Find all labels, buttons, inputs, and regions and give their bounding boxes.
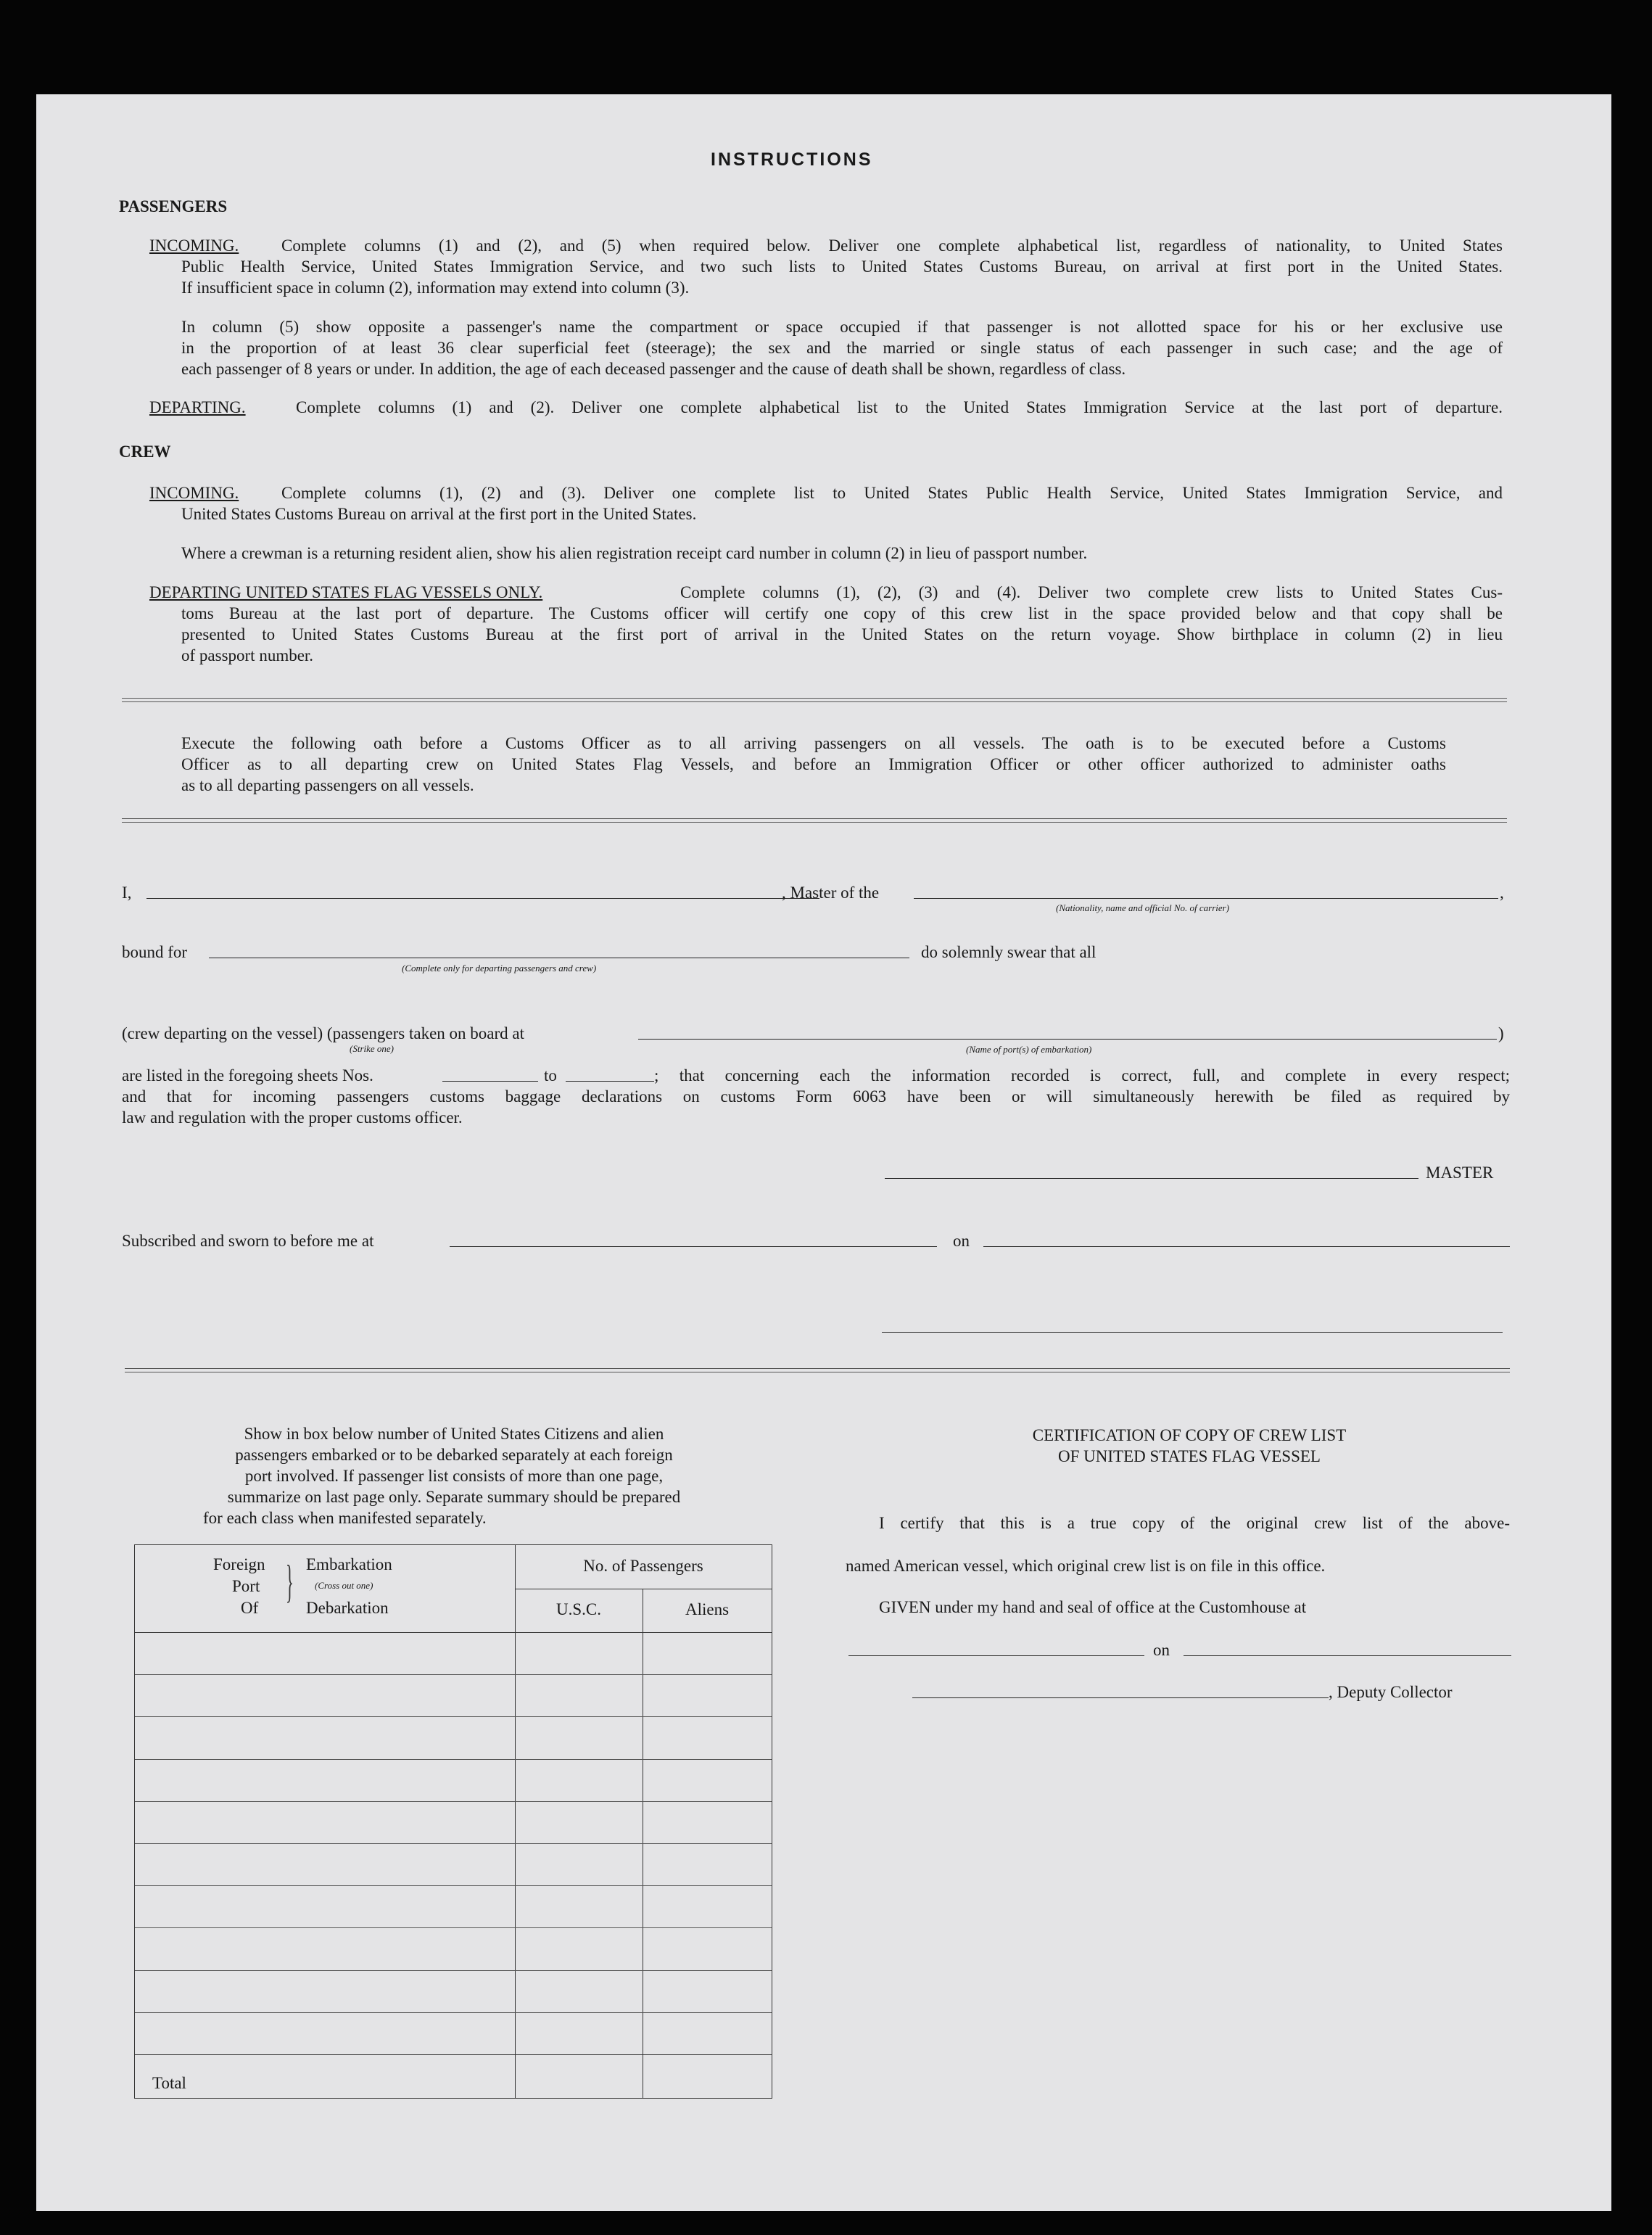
- sheet-from-field[interactable]: [442, 1081, 538, 1082]
- table-debarkation-label: Debarkation: [306, 1599, 389, 1617]
- passengers-incoming-line-3: If insufficient space in column (2), information may extend into column (3).: [181, 279, 690, 297]
- certification-line-1: I certify that this is a true copy of the original crew list of the above-: [879, 1514, 1510, 1532]
- column5-line-3: each passenger of 8 years or under. In addition, the age of each deceased passenger and the cause of death shall be shown, regardless of class.: [181, 360, 1126, 378]
- summary-line-1: Show in box below number of United States Citizens and alien: [244, 1425, 664, 1443]
- table-row: [135, 1843, 772, 1886]
- brace-icon: }: [286, 1555, 294, 1607]
- listed-text-a: are listed in the foregoing sheets Nos.: [122, 1066, 373, 1084]
- ports-caption: (Name of port(s) of embarkation): [966, 1044, 1092, 1055]
- crew-departing-line-2: toms Bureau at the last port of departure. The Customs officer will certify one copy of this crew list in the space provided below and that copy shall be: [181, 604, 1503, 622]
- table-total-label: Total: [152, 2074, 186, 2092]
- crew-departing-label: DEPARTING UNITED STATES FLAG VESSELS ONLY.: [149, 583, 543, 601]
- certification-heading-2: OF UNITED STATES FLAG VESSEL: [1058, 1447, 1321, 1465]
- comma: ,: [1500, 884, 1504, 902]
- master-signature-field[interactable]: [885, 1178, 1418, 1179]
- passengers-heading: PASSENGERS: [119, 197, 228, 215]
- section-divider: [122, 698, 1507, 702]
- certification-given-text: GIVEN under my hand and seal of office at the Customhouse at: [879, 1598, 1307, 1616]
- sheet-to-field[interactable]: [566, 1081, 654, 1082]
- customhouse-field[interactable]: [848, 1655, 1144, 1656]
- table-body: [135, 1632, 772, 2054]
- table-usc-label: U.S.C.: [556, 1600, 601, 1618]
- crew-incoming-line-2: United States Customs Bureau on arrival at the first port in the United States.: [181, 505, 697, 523]
- subscribed-text: Subscribed and sworn to before me at: [122, 1232, 374, 1250]
- passenger-summary-table: [134, 1544, 772, 2099]
- table-aliens-label: Aliens: [685, 1600, 730, 1618]
- officer-signature-field[interactable]: [882, 1332, 1503, 1333]
- certification-on-label: on: [1153, 1641, 1170, 1659]
- sworn-date-field[interactable]: [983, 1246, 1510, 1247]
- nationality-caption: (Nationality, name and official No. of carrier): [1056, 902, 1230, 913]
- table-row: [135, 1716, 772, 1759]
- crew-incoming-label: INCOMING.: [149, 484, 239, 502]
- summary-line-2: passengers embarked or to be debarked separately at each foreign: [235, 1446, 673, 1464]
- section-divider: [122, 818, 1507, 823]
- table-foreign-label: Foreign: [213, 1555, 265, 1573]
- table-row: [135, 1885, 772, 1928]
- crew-incoming-line-1: Complete columns (1), (2) and (3). Deliver one complete list to United States Public Health Service, United States Immigration Service, and: [281, 484, 1503, 502]
- crew-departing-oath-text: (crew departing on the vessel) (passengers taken on board at: [122, 1024, 524, 1042]
- master-label: MASTER: [1426, 1164, 1494, 1182]
- table-row: [135, 2012, 772, 2055]
- listed-to-label: to: [544, 1066, 557, 1084]
- crew-departing-line-1: Complete columns (1), (2), (3) and (4). Deliver two complete crew lists to United States Cus-: [680, 583, 1503, 601]
- crew-heading: CREW: [119, 443, 171, 461]
- sworn-place-field[interactable]: [450, 1246, 937, 1247]
- oath-i-label: I,: [122, 884, 132, 902]
- table-row: [135, 1674, 772, 1717]
- solemnly-swear-text: do solemnly swear that all: [921, 943, 1096, 961]
- oath-intro-line-1: Execute the following oath before a Customs Officer as to all arriving passengers on all vessels. The oath is to be executed before a Customs: [181, 734, 1446, 752]
- bound-for-caption: (Complete only for departing passengers and crew): [402, 963, 597, 974]
- passengers-incoming-line-1: Complete columns (1) and (2), and (5) when required below. Deliver one complete alphabetical list, regardless of nationality, to United States: [281, 236, 1503, 255]
- passengers-departing-label: DEPARTING.: [149, 398, 246, 416]
- master-of-label: , Master of the: [782, 884, 880, 902]
- table-embarkation-label: Embarkation: [306, 1555, 392, 1573]
- listed-line-2: and that for incoming passengers customs baggage declarations on customs Form 6063 have been or will simultaneously herewith be filed as required by: [122, 1087, 1510, 1106]
- close-paren: ): [1498, 1024, 1504, 1042]
- summary-instructions: [128, 1423, 780, 1528]
- column5-line-2: in the proportion of at least 36 clear superficial feet (steerage); the sex and the married or single status of each passenger in such case; and the age of: [181, 339, 1503, 357]
- page-title: INSTRUCTIONS: [711, 149, 873, 170]
- bound-for-label: bound for: [122, 943, 188, 961]
- deputy-collector-label: , Deputy Collector: [1329, 1683, 1453, 1701]
- crew-departing-line-4: of passport number.: [181, 646, 314, 664]
- listed-text-b: ; that concerning each the information recorded is correct, full, and complete in every respect;: [654, 1066, 1510, 1084]
- passengers-departing-text: Complete columns (1) and (2). Deliver one complete alphabetical list to the United States Immigration Service at the last port of departure.: [296, 398, 1503, 416]
- carrier-field[interactable]: [914, 898, 1498, 899]
- passengers-incoming-line-2: Public Health Service, United States Immigration Service, and two such lists to United States Customs Bureau, on arrival at first port in the United States.: [181, 258, 1503, 276]
- strike-one-caption: (Strike one): [350, 1043, 395, 1054]
- summary-line-4: summarize on last page only. Separate summary should be prepared: [227, 1488, 681, 1506]
- oath-intro-line-2: Officer as to all departing crew on United States Flag Vessels, and before an Immigration Officer or other officer authorized to administer oaths: [181, 755, 1446, 773]
- sworn-on-label: on: [953, 1232, 970, 1250]
- table-no-passengers-label: No. of Passengers: [583, 1557, 703, 1575]
- crew-departing-line-3: presented to United States Customs Bureau at the first port of arrival in the United States on the return voyage. Show birthplace in column (2) in lieu: [181, 625, 1503, 643]
- certification-date-field[interactable]: [1184, 1655, 1511, 1656]
- summary-line-5: for each class when manifested separately.: [203, 1509, 487, 1527]
- summary-line-3: port involved. If passenger list consists of more than one page,: [244, 1467, 664, 1485]
- certification-heading-1: CERTIFICATION OF COPY OF CREW LIST: [1032, 1426, 1347, 1444]
- section-divider: [125, 1368, 1510, 1372]
- oath-intro-line-3: as to all departing passengers on all vessels.: [181, 776, 474, 794]
- listed-line-3: law and regulation with the proper customs officer.: [122, 1108, 463, 1127]
- master-name-field[interactable]: [146, 898, 819, 899]
- crew-resident-alien-text: Where a crewman is a returning resident alien, show his alien registration receipt card number in column (2) in lieu of passport number.: [181, 544, 1088, 562]
- table-row: [135, 1970, 772, 2013]
- table-row: [135, 1801, 772, 1844]
- table-of-label: Of: [241, 1599, 259, 1617]
- table-row: [135, 1632, 772, 1674]
- passengers-incoming-label: INCOMING.: [149, 236, 239, 255]
- form-sheet: [36, 94, 1611, 2211]
- table-cross-out-label: (Cross out one): [315, 1580, 373, 1591]
- table-row: [135, 1759, 772, 1802]
- table-row: [135, 1927, 772, 1970]
- port-of-embarkation-field[interactable]: [638, 1039, 1497, 1040]
- table-port-label: Port: [232, 1577, 260, 1595]
- deputy-collector-signature-field[interactable]: [912, 1697, 1329, 1698]
- certification-line-2: named American vessel, which original crew list is on file in this office.: [846, 1557, 1326, 1575]
- column5-line-1: In column (5) show opposite a passenger's name the compartment or space occupied if that passenger is not allotted space for his or her exclusive use: [181, 318, 1503, 336]
